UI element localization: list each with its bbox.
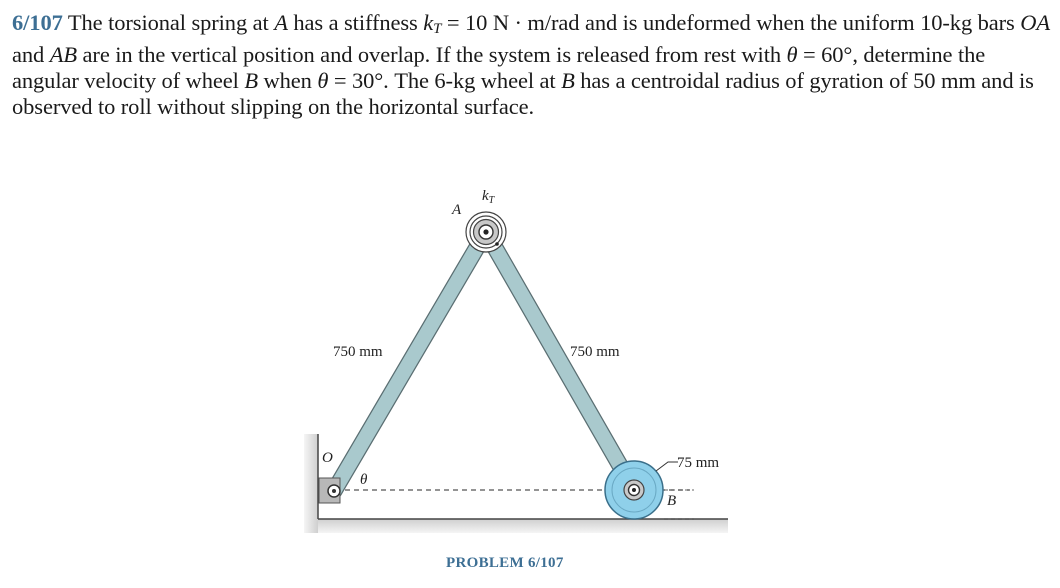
label-O: O <box>322 450 333 466</box>
problem-text-segment: = 30°. The 6-kg wheel at <box>328 68 562 93</box>
torsional-spring-A <box>466 212 506 252</box>
problem-number: 6/107 <box>12 10 63 35</box>
pin-O <box>319 478 340 503</box>
wheel-B <box>605 461 663 519</box>
problem-text-segment: and <box>12 42 50 67</box>
label-theta: θ <box>360 472 368 488</box>
bar-OA <box>334 232 486 491</box>
problem-text-segment: The torsional spring at <box>62 10 275 35</box>
problem-text-segment: θ <box>786 42 798 67</box>
problem-text-segment: are in the vertical position and overlap. If the system is released from rest with <box>77 42 787 67</box>
ground <box>318 519 728 533</box>
problem-text-segment: k <box>423 10 434 35</box>
problem-text-segment: = 60°, determine the angular velocity of wheel <box>12 42 986 93</box>
bar-AB <box>486 232 634 490</box>
problem-text-segment: T <box>433 21 442 37</box>
problem-text-segment: has a centroidal radius of gyration of 50 mm and is observed to roll without slipping on the horizontal surface. <box>12 68 1034 119</box>
problem-text-segment: B <box>244 68 258 93</box>
label-B: B <box>667 493 677 509</box>
left-bar-length: 750 mm <box>333 344 383 360</box>
problem-text-segment: when <box>257 68 318 93</box>
problem-text-segment: B <box>561 68 575 93</box>
problem-text-segment: θ <box>317 68 329 93</box>
right-bar-length: 750 mm <box>570 344 620 360</box>
label-A: A <box>452 202 462 218</box>
label-kT: $k_T$ <box>482 188 495 206</box>
figure-caption: PROBLEM 6/107 <box>446 555 564 571</box>
problem-text-segment: A <box>274 10 288 35</box>
problem-text-segment: OA <box>1020 10 1051 35</box>
wheel-radius-label: 75 mm <box>677 455 720 471</box>
wall <box>304 434 318 533</box>
problem-text-segment: has a stiffness <box>287 10 424 35</box>
problem-text-segment: = 10 N · m/rad and is undeformed when the uniform 10-kg bars <box>441 10 1021 35</box>
problem-text-segment: AB <box>49 42 78 67</box>
